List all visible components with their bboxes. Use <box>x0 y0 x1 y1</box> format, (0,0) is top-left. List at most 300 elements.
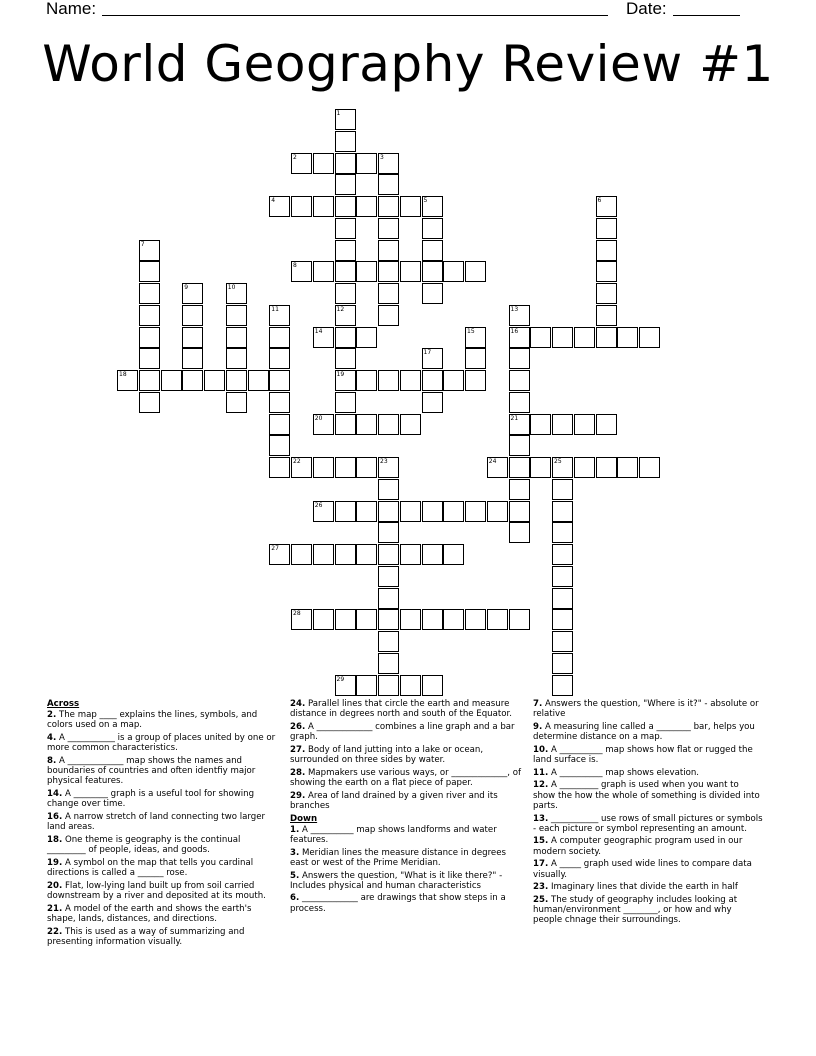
crossword-cell[interactable] <box>356 327 377 348</box>
crossword-cell[interactable] <box>465 609 486 630</box>
crossword-cell[interactable] <box>139 370 160 391</box>
crossword-cell[interactable] <box>552 631 573 652</box>
crossword-cell[interactable] <box>422 544 443 565</box>
crossword-cell[interactable] <box>335 327 356 348</box>
clue-number: 23 <box>380 458 388 465</box>
clue-item-number: 23. <box>533 882 549 893</box>
clue-item-number: 26. <box>290 721 306 732</box>
crossword-cell[interactable] <box>269 305 290 326</box>
clue-item-number: 29. <box>290 790 306 801</box>
clue-item <box>533 722 763 742</box>
crossword-cell[interactable] <box>596 261 617 282</box>
crossword-cell[interactable] <box>182 327 203 348</box>
crossword-cell[interactable] <box>509 457 530 478</box>
crossword-cell[interactable] <box>378 544 399 565</box>
crossword-cell[interactable] <box>356 370 377 391</box>
crossword-cell[interactable] <box>313 261 334 282</box>
crossword-cell[interactable] <box>509 501 530 522</box>
clue-item-text: Body of land jutting into a lake or ocean, surrounded on three sides by water. <box>290 744 484 766</box>
crossword-cell[interactable] <box>487 457 508 478</box>
crossword-cell[interactable] <box>335 109 356 130</box>
crossword-cell[interactable] <box>269 370 290 391</box>
crossword-cell[interactable] <box>356 153 377 174</box>
crossword-cell[interactable] <box>378 479 399 500</box>
crossword-cell[interactable] <box>269 414 290 435</box>
crossword-cell[interactable] <box>356 414 377 435</box>
clue-item-text: A _____________ combines a line graph and a bar graph. <box>290 721 515 743</box>
crossword-cell[interactable] <box>269 544 290 565</box>
crossword-cell[interactable] <box>422 392 443 413</box>
crossword-cell[interactable] <box>443 544 464 565</box>
crossword-cell[interactable] <box>291 609 312 630</box>
clue-number: 19 <box>336 371 345 378</box>
crossword-cell[interactable] <box>335 218 356 239</box>
crossword-cell[interactable] <box>552 327 573 348</box>
crossword-cell[interactable] <box>378 218 399 239</box>
clue-item-number: 6. <box>290 893 300 904</box>
crossword-cell[interactable] <box>509 479 530 500</box>
crossword-cell[interactable] <box>248 370 269 391</box>
crossword-cell[interactable] <box>574 414 595 435</box>
clue-item-text: A measuring line called a ________ bar, helps you determine distance on a map. <box>533 721 755 743</box>
clue-number: 10 <box>227 284 236 291</box>
crossword-cell[interactable] <box>509 435 530 456</box>
clue-item <box>47 904 277 924</box>
clue-item-number: 25. <box>533 894 549 905</box>
crossword-cell[interactable] <box>378 501 399 522</box>
clue-item <box>533 882 763 892</box>
clue-number: 16 <box>510 327 519 335</box>
crossword-cell[interactable] <box>378 283 399 304</box>
crossword-cell[interactable] <box>269 392 290 413</box>
crossword-cell[interactable] <box>291 196 312 217</box>
clue-item <box>47 835 277 855</box>
crossword-cell[interactable] <box>530 414 551 435</box>
crossword-cell[interactable] <box>313 327 334 348</box>
crossword-cell[interactable] <box>596 218 617 239</box>
crossword-cell[interactable] <box>465 261 486 282</box>
crossword-cell[interactable] <box>443 261 464 282</box>
crossword-cell[interactable] <box>639 327 660 348</box>
clue-item-text: ___________ use rows of small pictures or symbols - each picture or symbol representing an amount. <box>533 813 763 834</box>
clue-column-3 <box>533 699 763 928</box>
crossword-cell[interactable] <box>139 261 160 282</box>
crossword-cell[interactable] <box>422 370 443 391</box>
clue-item <box>533 699 763 719</box>
crossword-cell[interactable] <box>552 675 573 696</box>
crossword-cell[interactable] <box>313 609 334 630</box>
crossword-cell[interactable] <box>509 414 530 435</box>
clue-number: 5 <box>423 197 428 204</box>
clue-item-text: A model of the earth and shows the earth's shape, lands, distances, and directions. <box>47 903 252 924</box>
crossword-cell[interactable] <box>422 609 443 630</box>
crossword-cell[interactable] <box>422 348 443 369</box>
clue-number: 29 <box>336 675 345 683</box>
crossword-cell[interactable] <box>335 544 356 565</box>
crossword-cell[interactable] <box>139 392 160 413</box>
crossword-cell[interactable] <box>313 501 334 522</box>
clue-item-text: Meridian lines the measure distance in degrees east or west of the Prime Meridian. <box>290 847 506 868</box>
clue-number: 4 <box>271 197 276 204</box>
clue-item <box>533 895 763 926</box>
crossword-cell[interactable] <box>378 370 399 391</box>
crossword-cell[interactable] <box>530 327 551 348</box>
page-title: World Geography Review #1 <box>42 35 774 93</box>
clue-number: 13 <box>510 305 519 313</box>
crossword-cell[interactable] <box>443 501 464 522</box>
crossword-cell[interactable] <box>400 414 421 435</box>
clue-number: 2 <box>293 153 297 161</box>
clue-item <box>533 836 763 856</box>
clue-item <box>290 722 522 742</box>
crossword-cell[interactable] <box>291 261 312 282</box>
clue-number: 1 <box>336 110 341 117</box>
crossword-cell[interactable] <box>617 327 638 348</box>
crossword-cell[interactable] <box>422 218 443 239</box>
crossword-cell[interactable] <box>356 609 377 630</box>
clue-item-text: Flat, low-lying land built up from soil carried downstream by a river and deposited at its mouth. <box>47 880 266 901</box>
clue-item <box>47 858 277 878</box>
crossword-cell[interactable] <box>443 370 464 391</box>
crossword-cell[interactable] <box>182 283 203 304</box>
crossword-cell[interactable] <box>139 305 160 326</box>
crossword-cell[interactable] <box>574 327 595 348</box>
clue-item-number: 9. <box>533 721 543 732</box>
crossword-cell[interactable] <box>574 457 595 478</box>
crossword-cell[interactable] <box>552 479 573 500</box>
crossword-cell[interactable] <box>378 240 399 261</box>
clue-item-number: 4. <box>47 733 57 744</box>
clue-item-text: A narrow stretch of land connecting two larger land areas. <box>47 812 266 833</box>
crossword-cell[interactable] <box>335 174 356 195</box>
clue-number: 7 <box>140 240 145 248</box>
crossword-cell[interactable] <box>378 653 399 674</box>
crossword-cell[interactable] <box>313 457 334 478</box>
clue-item-number: 8. <box>47 756 57 767</box>
crossword-cell[interactable] <box>596 457 617 478</box>
clue-item <box>290 848 522 868</box>
clue-item-text: Imaginary lines that divide the earth in half <box>550 882 738 893</box>
crossword-cell[interactable] <box>509 348 530 369</box>
crossword-cell[interactable] <box>226 327 247 348</box>
crossword-cell[interactable] <box>422 240 443 261</box>
clue-item-number: 2. <box>47 710 57 721</box>
clue-item-text: A __________ map shows how flat or rugged the land surface is. <box>533 744 753 766</box>
clue-item-number: 3. <box>290 847 300 858</box>
crossword-cell[interactable] <box>552 522 573 543</box>
clue-number: 18 <box>119 371 127 378</box>
crossword-cell[interactable] <box>182 348 203 369</box>
crossword-cell[interactable] <box>400 609 421 630</box>
clue-item-number: 19. <box>47 857 63 868</box>
crossword-cell[interactable] <box>335 501 356 522</box>
clue-item-number: 12. <box>533 780 549 791</box>
clue-number: 28 <box>293 610 301 618</box>
clue-column-1 <box>47 699 277 949</box>
crossword-cell[interactable] <box>552 588 573 609</box>
crossword-cell[interactable] <box>378 522 399 543</box>
clue-item-text: A computer geographic program used in our modern society. <box>533 836 743 857</box>
clue-item-text: A _________ graph is used when you want to show the how the whole of something is divided into parts. <box>533 780 760 811</box>
crossword-cell[interactable] <box>509 522 530 543</box>
clue-number: 8 <box>293 262 297 270</box>
clue-item-number: 10. <box>533 744 549 755</box>
clue-item-text: A ___________ is a group of places united by one or more common characteristics. <box>47 733 276 754</box>
crossword-cell[interactable] <box>530 457 551 478</box>
clue-item-number: 16. <box>47 812 63 823</box>
crossword-cell[interactable] <box>400 370 421 391</box>
crossword-cell[interactable] <box>378 305 399 326</box>
clue-item-number: 20. <box>47 880 63 891</box>
clue-item <box>290 745 522 765</box>
crossword-cell[interactable] <box>596 283 617 304</box>
clue-item <box>533 780 763 811</box>
clue-number: 24 <box>488 458 497 465</box>
crossword-cell[interactable] <box>335 153 356 174</box>
clue-item-number: 11. <box>533 767 549 778</box>
clue-item-text: Area of land drained by a given river and its branches <box>290 790 498 811</box>
crossword-cell[interactable] <box>596 305 617 326</box>
crossword-cell[interactable] <box>422 675 443 696</box>
crossword-cell[interactable] <box>509 370 530 391</box>
crossword-cell[interactable] <box>335 457 356 478</box>
clue-item-number: 17. <box>533 859 549 870</box>
clue-item-number: 24. <box>290 699 306 709</box>
crossword-cell[interactable] <box>378 457 399 478</box>
clue-item <box>290 699 522 719</box>
crossword-cell[interactable] <box>335 414 356 435</box>
crossword-cell[interactable] <box>356 501 377 522</box>
crossword-cell[interactable] <box>552 501 573 522</box>
clue-item <box>290 825 522 845</box>
crossword-cell[interactable] <box>422 501 443 522</box>
clue-heading: Down <box>290 813 318 824</box>
clue-item-text: One theme is geography is the continual _________ of people, ideas, and goods. <box>47 834 241 856</box>
crossword-cell[interactable] <box>443 609 464 630</box>
crossword-cell[interactable] <box>335 131 356 152</box>
crossword-cell[interactable] <box>400 544 421 565</box>
crossword-cell[interactable] <box>313 153 334 174</box>
clue-number: 11 <box>271 305 279 313</box>
crossword-cell[interactable] <box>291 457 312 478</box>
crossword-cell[interactable] <box>378 675 399 696</box>
crossword-cell[interactable] <box>356 196 377 217</box>
clue-item-text: Answers the question, "Where is it?" - absolute or relative <box>533 699 759 720</box>
crossword-cell[interactable] <box>552 609 573 630</box>
crossword-cell[interactable] <box>509 392 530 413</box>
crossword-cell[interactable] <box>291 153 312 174</box>
clue-item-text: Parallel lines that circle the earth and measure distance in degrees north and south of the Equator. <box>290 699 513 720</box>
clue-item-number: 18. <box>47 834 63 845</box>
crossword-cell[interactable] <box>335 261 356 282</box>
crossword-cell[interactable] <box>422 283 443 304</box>
crossword-cell[interactable] <box>269 457 290 478</box>
crossword-cell[interactable] <box>596 240 617 261</box>
clue-item-text: A _____________ map shows the names and boundaries of countries and often identfiy major physical features. <box>47 756 256 787</box>
clue-column-2 <box>290 699 522 916</box>
clue-item <box>290 871 522 891</box>
clue-item-text: A _____ graph used wide lines to compare data visually. <box>533 859 752 880</box>
clue-item <box>290 768 522 788</box>
crossword-cell[interactable] <box>291 544 312 565</box>
crossword-cell[interactable] <box>226 283 247 304</box>
crossword-cell[interactable] <box>356 675 377 696</box>
crossword-cell[interactable] <box>356 261 377 282</box>
crossword-cell[interactable] <box>487 501 508 522</box>
clue-item <box>47 756 277 787</box>
crossword-cell[interactable] <box>182 370 203 391</box>
crossword-cell[interactable] <box>400 196 421 217</box>
clue-item <box>533 814 763 834</box>
clue-item <box>47 812 277 832</box>
crossword-cell[interactable] <box>400 675 421 696</box>
clue-item <box>290 893 522 913</box>
crossword-cell[interactable] <box>509 305 530 326</box>
crossword-cell[interactable] <box>552 544 573 565</box>
clue-number: 25 <box>554 458 562 465</box>
crossword-cell[interactable] <box>335 305 356 326</box>
crossword-cell[interactable] <box>356 457 377 478</box>
crossword-cell[interactable] <box>269 327 290 348</box>
crossword-cell[interactable] <box>378 631 399 652</box>
crossword-cell[interactable] <box>465 501 486 522</box>
clue-item-text: Answers the question, "What is it like there?" - Includes physical and human characteristics <box>290 870 503 891</box>
crossword-cell[interactable] <box>400 501 421 522</box>
clue-number: 21 <box>510 414 519 422</box>
crossword-cell[interactable] <box>335 370 356 391</box>
clue-item-text: _____________ are drawings that show steps in a process. <box>290 893 506 914</box>
clue-item-text: Mapmakers use various ways, or _____________, of showing the earth on a flat piece of paper. <box>290 767 522 788</box>
crossword-cell[interactable] <box>465 370 486 391</box>
crossword-cell[interactable] <box>182 305 203 326</box>
crossword-cell[interactable] <box>269 348 290 369</box>
crossword-cell[interactable] <box>596 196 617 217</box>
clue-item-number: 13. <box>533 813 549 824</box>
crossword-cell[interactable] <box>335 392 356 413</box>
crossword-cell[interactable] <box>139 327 160 348</box>
clue-item-number: 22. <box>47 926 63 937</box>
clue-item-number: 21. <box>47 903 63 914</box>
crossword-cell[interactable] <box>139 283 160 304</box>
crossword-cell[interactable] <box>313 414 334 435</box>
crossword-cell[interactable] <box>335 196 356 217</box>
crossword-cell[interactable] <box>552 414 573 435</box>
clue-item-number: 15. <box>533 836 549 847</box>
clue-item <box>533 745 763 765</box>
clue-item-number: 1. <box>290 824 300 835</box>
crossword-cell[interactable] <box>378 174 399 195</box>
crossword-cell[interactable] <box>596 327 617 348</box>
clue-number: 12 <box>336 305 345 313</box>
clue-item <box>290 791 522 811</box>
clue-item-number: 28. <box>290 767 306 778</box>
clue-number: 9 <box>184 284 189 291</box>
crossword-cell[interactable] <box>509 327 530 348</box>
crossword-cell[interactable] <box>378 588 399 609</box>
clue-item-text: A __________ map shows landforms and water features. <box>290 824 497 845</box>
clue-item <box>533 859 763 879</box>
crossword-cell[interactable] <box>356 544 377 565</box>
crossword-cell[interactable] <box>378 196 399 217</box>
crossword-cell[interactable] <box>378 153 399 174</box>
crossword-cell[interactable] <box>378 609 399 630</box>
clue-item-text: The map ____ explains the lines, symbols, and colors used on a map. <box>47 710 258 731</box>
clue-item-text: A ________ graph is a useful tool for showing change over time. <box>47 789 255 810</box>
name-label: Name: <box>46 0 97 18</box>
date-label: Date: <box>626 0 667 18</box>
clue-item <box>47 927 277 947</box>
clue-number: 15 <box>467 327 475 335</box>
crossword-cell[interactable] <box>335 283 356 304</box>
crossword-cell[interactable] <box>465 348 486 369</box>
crossword-cell[interactable] <box>117 370 138 391</box>
crossword-cell[interactable] <box>378 566 399 587</box>
clue-item-number: 7. <box>533 699 543 709</box>
crossword-cell[interactable] <box>335 609 356 630</box>
crossword-cell[interactable] <box>422 196 443 217</box>
crossword-cell[interactable] <box>226 370 247 391</box>
crossword-cell[interactable] <box>313 544 334 565</box>
crossword-cell[interactable] <box>226 392 247 413</box>
crossword-cell[interactable] <box>422 261 443 282</box>
crossword-cell[interactable] <box>552 566 573 587</box>
crossword-cell[interactable] <box>269 435 290 456</box>
clue-item-text: The study of geography includes looking at human/environment ________, or how and why people chnage their surroundings. <box>533 894 738 926</box>
crossword-cell[interactable] <box>400 261 421 282</box>
clue-item <box>47 789 277 809</box>
crossword-cell[interactable] <box>487 609 508 630</box>
crossword-cell[interactable] <box>226 348 247 369</box>
crossword-cell[interactable] <box>378 261 399 282</box>
crossword-cell[interactable] <box>139 240 160 261</box>
clue-item-text: A symbol on the map that tells you cardinal directions is called a ______ rose. <box>47 857 254 879</box>
clue-number: 6 <box>597 197 602 204</box>
crossword-cell[interactable] <box>509 609 530 630</box>
crossword-cell[interactable] <box>378 414 399 435</box>
crossword-cell[interactable] <box>226 305 247 326</box>
clue-number: 27 <box>271 545 279 552</box>
clue-item-number: 27. <box>290 744 306 755</box>
clue-item-text: A __________ map shows elevation. <box>550 767 700 778</box>
crossword-cell[interactable] <box>161 370 182 391</box>
clue-heading: Across <box>47 699 80 709</box>
clue-number: 20 <box>314 414 323 422</box>
crossword-cell[interactable] <box>335 348 356 369</box>
crossword-cell[interactable] <box>617 457 638 478</box>
crossword-cell[interactable] <box>269 196 290 217</box>
crossword-cell[interactable] <box>139 348 160 369</box>
crossword-cell[interactable] <box>552 457 573 478</box>
clue-number: 14 <box>314 327 323 335</box>
clue-item <box>533 768 763 778</box>
clue-item-number: 5. <box>290 870 300 881</box>
crossword-cell[interactable] <box>596 414 617 435</box>
clue-item <box>47 710 277 730</box>
clue-item <box>47 881 277 901</box>
crossword-cell[interactable] <box>552 653 573 674</box>
crossword-cell[interactable] <box>465 327 486 348</box>
crossword-cell[interactable] <box>204 370 225 391</box>
clue-number: 3 <box>380 153 384 161</box>
crossword-cell[interactable] <box>335 240 356 261</box>
crossword-cell[interactable] <box>335 675 356 696</box>
clue-item-number: 14. <box>47 789 63 800</box>
crossword-cell[interactable] <box>313 196 334 217</box>
clue-item <box>47 733 277 753</box>
clue-item-text: This is used as a way of summarizing and presenting information visually. <box>47 926 245 947</box>
crossword-cell[interactable] <box>639 457 660 478</box>
clue-number: 22 <box>293 458 301 465</box>
